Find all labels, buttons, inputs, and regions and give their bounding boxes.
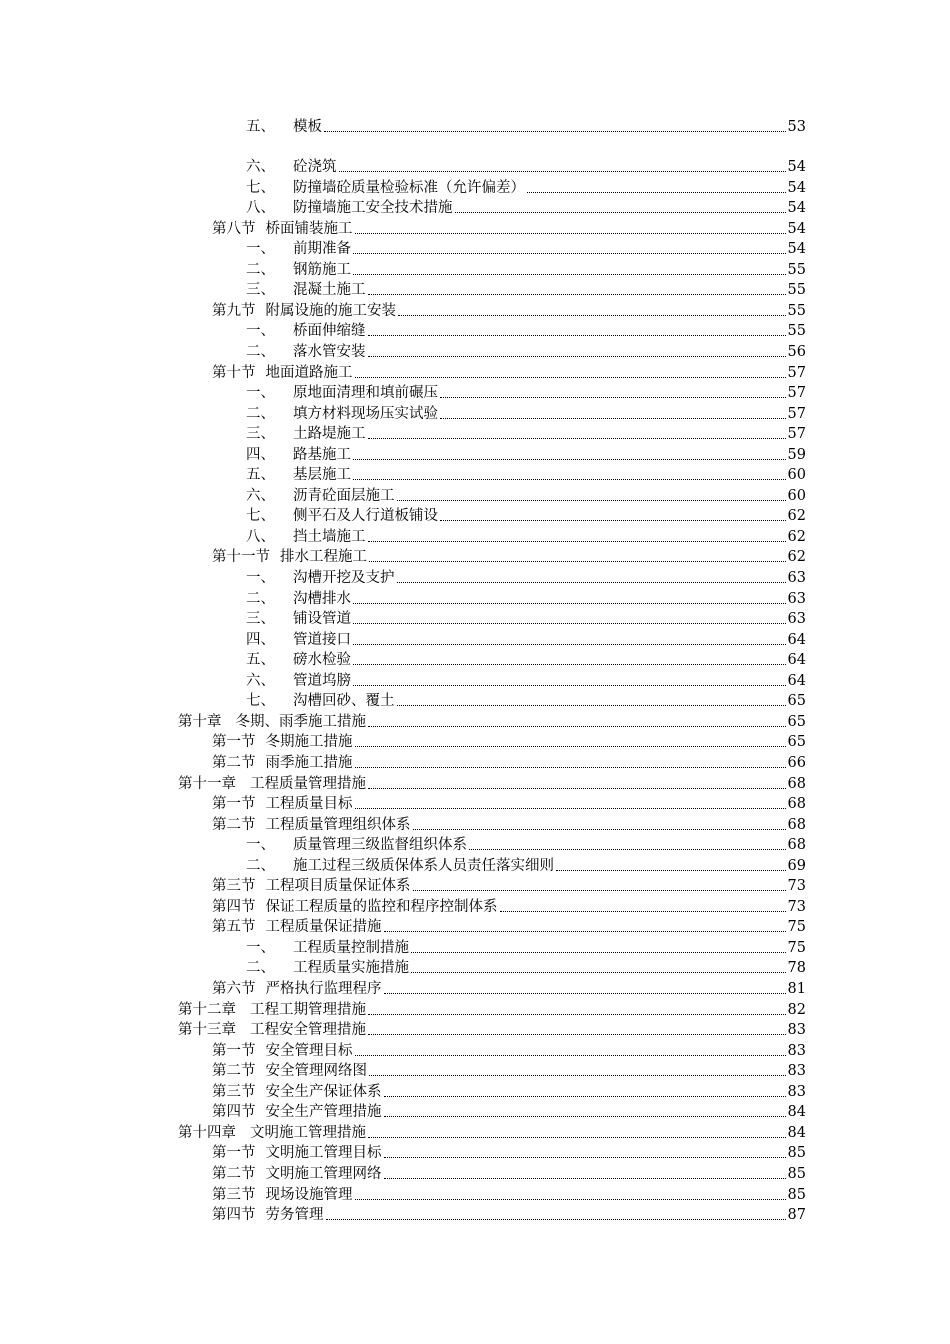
toc-entry-page-number: 65 (787, 734, 806, 751)
toc-entry-title: 砼浇筑 (293, 159, 337, 175)
dot-leader (384, 1157, 786, 1158)
toc-entry[interactable] (212, 1040, 806, 1060)
dot-leader (368, 1014, 786, 1015)
dot-leader (527, 192, 786, 193)
dot-leader (411, 952, 786, 953)
dot-leader (368, 1034, 786, 1035)
toc-entry-number: 第四节 (212, 1207, 256, 1224)
dot-leader (339, 171, 786, 172)
toc-entry-number: 第二节 (212, 816, 256, 833)
toc-entry-page-number: 68 (787, 837, 806, 854)
toc-entry-title: 安全生产保证体系 (265, 1083, 382, 1100)
dot-leader (353, 479, 786, 480)
toc-entry-title: 安全生产管理措施 (265, 1104, 382, 1121)
toc-entry-page-number: 73 (787, 898, 806, 915)
toc-entry-title: 铺设管道 (293, 611, 351, 628)
toc-entry[interactable] (212, 875, 806, 895)
dot-leader (368, 726, 786, 727)
toc-entry-title: 土路堤施工 (293, 426, 366, 443)
dot-leader (384, 1116, 786, 1117)
toc-entry[interactable] (178, 1122, 806, 1142)
toc-entry-title: 工程质量管理组织体系 (265, 816, 411, 833)
toc-entry-title: 工程安全管理措施 (250, 1022, 366, 1039)
dot-leader (355, 808, 786, 809)
toc-entry[interactable] (246, 937, 806, 957)
toc-entry-title: 文明施工管理措施 (250, 1124, 366, 1141)
dot-leader (353, 459, 786, 460)
toc-entry-title: 模板 (293, 119, 322, 135)
toc-entry-number: 第十一章 (178, 775, 236, 792)
toc-entry-title: 施工过程三级质保体系人员责任落实细则 (293, 857, 554, 874)
dot-leader (500, 911, 786, 912)
toc-entry-page-number: 83 (787, 1083, 806, 1100)
toc-entry-number: 二、 (246, 590, 275, 607)
toc-entry-number: 第一节 (212, 1145, 256, 1162)
toc-entry[interactable] (246, 629, 806, 649)
toc-entry[interactable] (178, 773, 806, 793)
dot-leader (384, 1178, 786, 1179)
toc-entry-number: 七、 (246, 693, 275, 710)
dot-leader (368, 1137, 786, 1138)
toc-entry-number: 三、 (246, 611, 275, 628)
toc-entry-number: 一、 (246, 837, 275, 854)
toc-entry[interactable] (246, 588, 806, 608)
toc-entry-number: 第八节 (212, 220, 256, 237)
toc-entry-number: 五、 (246, 652, 275, 669)
toc-entry-page-number: 57 (787, 405, 806, 422)
toc-entry-number: 第一节 (212, 734, 256, 751)
toc-entry-number: 三、 (246, 282, 275, 299)
toc-entry[interactable] (212, 300, 806, 320)
toc-entry-number: 七、 (246, 179, 275, 196)
toc-entry-number: 三、 (246, 426, 275, 443)
toc-entry[interactable] (212, 978, 806, 998)
toc-entry[interactable] (212, 916, 806, 936)
toc-entry[interactable] (212, 1060, 806, 1080)
toc-entry-title: 管道坞膀 (293, 672, 351, 689)
dot-leader (324, 131, 786, 132)
toc-entry-title: 现场设施管理 (265, 1186, 353, 1203)
toc-entry[interactable] (246, 464, 806, 484)
dot-leader (556, 870, 786, 871)
toc-entry-title: 排水工程施工 (280, 549, 367, 566)
toc-entry-page-number: 73 (787, 878, 806, 895)
toc-entry[interactable] (246, 855, 806, 875)
toc-entry-page-number: 54 (787, 220, 806, 237)
dot-leader (368, 541, 786, 542)
toc-entry-page-number: 83 (787, 1063, 806, 1080)
toc-entry-title: 落水管安装 (293, 343, 366, 360)
toc-entry-page-number: 85 (787, 1145, 806, 1162)
dot-leader (353, 664, 786, 665)
toc-entry-title: 沟槽回砂、覆土 (293, 693, 395, 710)
toc-entry[interactable] (246, 649, 806, 669)
toc-entry-page-number: 64 (787, 672, 806, 689)
toc-entry-page-number: 83 (787, 1042, 806, 1059)
toc-entry-number: 第二节 (212, 1165, 256, 1182)
toc-entry-number: 第十三章 (178, 1022, 236, 1039)
dot-leader (368, 335, 786, 336)
toc-entry[interactable] (212, 1101, 806, 1121)
toc-entry-page-number: 55 (787, 282, 806, 299)
dot-leader (353, 274, 786, 275)
toc-entry-page-number: 62 (787, 528, 806, 545)
toc-entry-number: 七、 (246, 508, 275, 525)
toc-entry[interactable] (246, 423, 806, 443)
toc-entry-page-number: 55 (787, 323, 806, 340)
toc-entry-page-number: 64 (787, 652, 806, 669)
dot-leader (413, 890, 786, 891)
toc-entry-title: 桥面伸缩缝 (293, 323, 366, 340)
toc-entry[interactable] (246, 834, 806, 854)
toc-entry-page-number: 54 (787, 241, 806, 258)
toc-entry[interactable] (212, 1081, 806, 1101)
toc-entry-number: 第十节 (212, 364, 256, 381)
toc-entry-number: 四、 (246, 446, 275, 463)
toc-entry-number: 二、 (246, 960, 275, 977)
toc-entry-page-number: 83 (787, 1022, 806, 1039)
dot-leader (397, 500, 786, 501)
toc-entry-number: 第二节 (212, 1063, 256, 1080)
dot-leader (368, 294, 786, 295)
toc-entry[interactable] (212, 1204, 806, 1224)
toc-entry-page-number: 82 (787, 1001, 806, 1018)
toc-entry-title: 工程质量实施措施 (293, 960, 409, 977)
toc-entry-number: 一、 (246, 323, 275, 340)
toc-entry-title: 钢筋施工 (293, 261, 351, 278)
toc-entry-number: 第二节 (212, 754, 256, 771)
toc-entry-number: 第十四章 (178, 1124, 236, 1141)
toc-entry-number: 八、 (246, 200, 275, 217)
toc-entry-number: 第三节 (212, 1186, 256, 1203)
toc-entry[interactable] (246, 177, 806, 197)
toc-entry-page-number: 65 (787, 713, 806, 730)
dot-leader (353, 623, 786, 624)
toc-entry-title: 保证工程质量的监控和程序控制体系 (265, 898, 498, 915)
toc-entry-number: 第六节 (212, 981, 256, 997)
toc-entry-title: 文明施工管理网络 (265, 1165, 382, 1182)
toc-entry[interactable] (246, 690, 806, 710)
toc-entry-page-number: 84 (787, 1104, 806, 1121)
toc-entry-page-number: 66 (787, 754, 806, 771)
dot-leader (440, 418, 786, 419)
toc-entry-page-number: 59 (787, 446, 806, 463)
toc-entry-page-number: 65 (787, 693, 806, 710)
toc-entry-number: 第一节 (212, 796, 256, 813)
toc-entry-page-number: 75 (787, 919, 806, 936)
toc-entry[interactable] (246, 279, 806, 299)
toc-entry-page-number: 68 (787, 775, 806, 792)
toc-entry-number: 四、 (246, 631, 275, 648)
dot-leader (353, 644, 786, 645)
dot-leader (368, 356, 786, 357)
dot-leader (353, 253, 786, 254)
toc-entry-title: 工程质量保证措施 (265, 919, 382, 936)
toc-entry[interactable] (246, 670, 806, 690)
toc-entry-page-number: 60 (787, 487, 806, 504)
toc-entry-page-number: 56 (787, 343, 806, 360)
toc-entry[interactable] (212, 793, 806, 813)
dot-leader (413, 829, 786, 830)
toc-entry-title: 工程质量管理措施 (250, 775, 366, 792)
toc-entry-number: 第三节 (212, 878, 256, 895)
toc-entry-page-number: 57 (787, 385, 806, 402)
toc-entry[interactable] (246, 238, 806, 258)
toc-entry-number: 五、 (246, 119, 275, 135)
toc-entry[interactable] (246, 382, 806, 402)
toc-entry[interactable] (212, 546, 806, 566)
toc-entry-number: 六、 (246, 672, 275, 689)
toc-entry[interactable] (246, 197, 806, 217)
toc-entry[interactable] (246, 485, 806, 505)
dot-leader (326, 1219, 786, 1220)
dot-leader (469, 849, 786, 850)
toc-entry-page-number: 55 (787, 302, 806, 319)
toc-entry[interactable] (246, 526, 806, 546)
toc-entry-page-number: 57 (787, 364, 806, 381)
dot-leader (353, 603, 786, 604)
toc-entry-title: 路基施工 (293, 446, 351, 463)
toc-entry-number: 二、 (246, 261, 275, 278)
toc-entry-title: 冬期、雨季施工措施 (235, 713, 366, 730)
toc-entry-title: 前期准备 (293, 241, 351, 258)
toc-entry-page-number: 60 (787, 467, 806, 484)
dot-leader (397, 705, 786, 706)
dot-leader (440, 397, 786, 398)
toc-entry-title: 沥青砼面层施工 (293, 487, 395, 504)
toc-entry-number: 一、 (246, 385, 275, 402)
dot-leader (384, 931, 786, 932)
toc-entry-title: 管道接口 (293, 631, 351, 648)
toc-entry-number: 第四节 (212, 1104, 256, 1121)
toc-entry-title: 严格执行监理程序 (265, 981, 382, 997)
toc-entry-page-number: 69 (787, 857, 806, 874)
toc-entry-page-number: 68 (787, 816, 806, 833)
toc-entry-title: 质量管理三级监督组织体系 (293, 837, 467, 854)
toc-entry-page-number: 85 (787, 1186, 806, 1203)
toc-entry[interactable] (212, 731, 806, 751)
toc-entry-number: 二、 (246, 343, 275, 360)
toc-entry-page-number: 64 (787, 631, 806, 648)
toc-entry-title: 附属设施的施工安装 (265, 302, 396, 319)
toc-entry-page-number: 54 (787, 200, 806, 217)
toc-entry[interactable] (246, 341, 806, 361)
toc-entry-number: 第三节 (212, 1083, 256, 1100)
toc-entry-page-number: 63 (787, 611, 806, 628)
toc-entry[interactable] (178, 711, 806, 731)
toc-entry-page-number: 81 (787, 981, 806, 997)
toc-entry-title: 防撞墙砼质量检验标准（允许偏差） (293, 179, 525, 196)
toc-entry-number: 一、 (246, 241, 275, 258)
toc-entry[interactable] (246, 444, 806, 464)
toc-entry-number: 二、 (246, 857, 275, 874)
toc-entry-title: 安全管理目标 (265, 1042, 353, 1059)
toc-entry-number: 六、 (246, 159, 275, 175)
toc-entry[interactable] (246, 608, 806, 628)
toc-entry-page-number: 54 (787, 159, 806, 175)
toc-entry-title: 冬期施工措施 (265, 734, 353, 751)
toc-entry-page-number: 87 (787, 1207, 806, 1224)
toc-entry-title: 填方材料现场压实试验 (293, 405, 438, 422)
toc-entry-title: 磅水检验 (293, 652, 351, 669)
dot-leader (369, 1075, 786, 1076)
toc-entry-number: 第十章 (178, 713, 222, 730)
dot-leader (369, 561, 786, 562)
toc-entry-title: 工程质量目标 (265, 796, 353, 813)
dot-leader (368, 438, 786, 439)
toc-entry-number: 八、 (246, 528, 275, 545)
toc-entry[interactable] (178, 1019, 806, 1039)
toc-entry-number: 六、 (246, 487, 275, 504)
toc-entry[interactable] (246, 116, 806, 136)
dot-leader (355, 233, 786, 234)
toc-entry-page-number: 62 (787, 508, 806, 525)
toc-entry-page-number: 78 (787, 960, 806, 977)
dot-leader (355, 1055, 786, 1056)
toc-entry-number: 第四节 (212, 898, 256, 915)
toc-entry[interactable] (246, 259, 806, 279)
toc-entry-number: 第五节 (212, 919, 256, 936)
toc-entry-title: 沟槽排水 (293, 590, 351, 607)
toc-entry[interactable] (246, 567, 806, 587)
dot-leader (455, 212, 786, 213)
toc-entry-number: 五、 (246, 467, 275, 484)
toc-entry-number: 一、 (246, 570, 275, 586)
toc-entry-page-number: 68 (787, 796, 806, 813)
toc-entry-title: 侧平石及人行道板铺设 (293, 508, 438, 525)
toc-entry-title: 工程质量控制措施 (293, 939, 409, 956)
toc-entry-number: 二、 (246, 405, 275, 422)
toc-entry-page-number: 55 (787, 261, 806, 278)
dot-leader (398, 315, 786, 316)
dot-leader (355, 377, 786, 378)
toc-entry-page-number: 62 (787, 549, 806, 566)
toc-entry-title: 沟槽开挖及支护 (293, 570, 395, 586)
toc-entry[interactable] (212, 752, 806, 772)
toc-entry-title: 劳务管理 (265, 1207, 324, 1224)
toc-entry[interactable] (212, 1184, 806, 1204)
toc-entry[interactable] (246, 957, 806, 977)
toc-entry-page-number: 63 (787, 570, 806, 586)
toc-entry-title: 文明施工管理目标 (265, 1145, 382, 1162)
toc-entry[interactable] (212, 218, 806, 238)
toc-entry-page-number: 85 (787, 1165, 806, 1182)
toc-entry-title: 雨季施工措施 (265, 754, 353, 771)
toc-entry-title: 工程项目质量保证体系 (265, 878, 411, 895)
toc-entry-number: 第十二章 (178, 1001, 236, 1018)
dot-leader (440, 520, 786, 521)
dot-leader (355, 1199, 786, 1200)
toc-entry-title: 防撞墙施工安全技术措施 (293, 200, 453, 217)
toc-entry-page-number: 75 (787, 939, 806, 956)
toc-entry[interactable] (246, 320, 806, 340)
toc-entry[interactable] (212, 896, 806, 916)
toc-entry-number: 一、 (246, 939, 275, 956)
toc-entry[interactable] (212, 814, 806, 834)
toc-entry-title: 安全管理网络图 (265, 1063, 367, 1080)
toc-entry-page-number: 57 (787, 426, 806, 443)
toc-entry-page-number: 54 (787, 179, 806, 196)
toc-entry-page-number: 63 (787, 590, 806, 607)
dot-leader (411, 972, 786, 973)
toc-entry-title: 基层施工 (293, 467, 351, 484)
toc-entry[interactable] (246, 505, 806, 525)
toc-entry-page-number: 53 (787, 119, 806, 135)
toc-entry-number: 第一节 (212, 1042, 256, 1059)
toc-entry-page-number: 84 (787, 1124, 806, 1141)
toc-entry[interactable] (246, 403, 806, 423)
toc-entry-title: 原地面清理和填前碾压 (293, 385, 438, 402)
toc-entry[interactable] (246, 156, 806, 176)
toc-entry-title: 桥面铺装施工 (265, 220, 353, 237)
dot-leader (384, 1096, 786, 1097)
dot-leader (353, 685, 786, 686)
dot-leader (368, 788, 786, 789)
toc-entry-title: 工程工期管理措施 (250, 1001, 366, 1018)
toc-entry-title: 地面道路施工 (265, 364, 353, 381)
dot-leader (355, 746, 786, 747)
dot-leader (355, 767, 786, 768)
dot-leader (397, 582, 786, 583)
toc-entry-number: 第九节 (212, 302, 256, 319)
toc-entry[interactable] (212, 1142, 806, 1162)
toc-entry[interactable] (178, 999, 806, 1019)
toc-entry[interactable] (212, 1163, 806, 1183)
toc-entry-title: 混凝土施工 (293, 282, 366, 299)
toc-entry-number: 第十一节 (212, 549, 270, 566)
toc-entry[interactable] (212, 362, 806, 382)
dot-leader (384, 993, 786, 994)
toc-entry-title: 挡土墙施工 (293, 528, 366, 545)
